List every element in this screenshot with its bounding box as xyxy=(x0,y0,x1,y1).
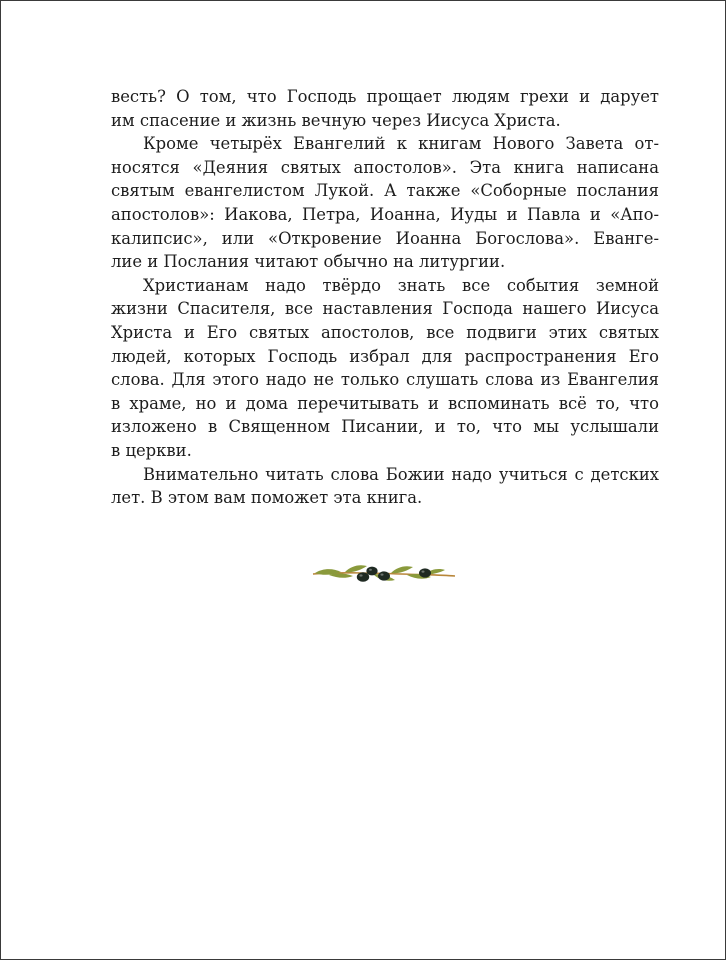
text-line: им спасение и жизнь вечную через Иисуса Христа. xyxy=(111,110,561,130)
paragraph-3 xyxy=(111,274,659,463)
text-line: Христа и Его святых апостолов, все подвиги этих святых xyxy=(111,322,659,342)
paragraph-4 xyxy=(111,463,659,510)
olive-fruit xyxy=(366,567,377,576)
text-line: изложено в Священном Писании, и то, что мы услышали xyxy=(111,417,659,437)
olive-leaf xyxy=(345,565,367,572)
body-text xyxy=(111,85,659,510)
text-line: лие и Послания читают обычно на литургии. xyxy=(111,252,506,272)
paragraph-1 xyxy=(111,85,659,132)
text-line: весть? О том, что Господь прощает людям грехи и дарует xyxy=(111,87,659,106)
text-line: апостолов»: Иакова, Петра, Иоанна, Иуды и Павла и «Апо- xyxy=(111,204,659,224)
olive-fruit xyxy=(378,571,390,580)
text-line: в церкви. xyxy=(111,440,192,460)
text-line: калипсис», или «Откровение Иоанна Богослова». Еванге- xyxy=(111,228,659,248)
text-line: святым евангелистом Лукой. А также «Соборные послания xyxy=(111,181,659,201)
text-line: Христианам надо твёрдо знать все события земной xyxy=(143,275,659,295)
text-line: Внимательно читать слова Божии надо учиться с детских xyxy=(143,464,659,484)
paragraph-2 xyxy=(111,132,659,274)
text-line: слова. Для этого надо не только слушать слова из Евангелия xyxy=(111,370,659,390)
olive-leaf xyxy=(391,566,413,573)
olive-branch-icon xyxy=(311,557,457,591)
text-line: Кроме четырёх Евангелий к книгам Нового Завета от- xyxy=(143,134,659,154)
olive-fruit xyxy=(419,568,431,577)
text-line: в храме, но и дома перечитывать и вспоминать всё то, что xyxy=(111,393,659,413)
text-line: носятся «Деяния святых апостолов». Эта книга написана xyxy=(111,157,659,177)
olive-fruit xyxy=(357,572,369,582)
text-line: лет. В этом вам поможет эта книга. xyxy=(111,488,423,508)
text-line: людей, которых Господь избрал для распространения Его xyxy=(111,346,659,366)
text-line: жизни Спасителя, все наставления Господа нашего Иисуса xyxy=(111,299,659,319)
